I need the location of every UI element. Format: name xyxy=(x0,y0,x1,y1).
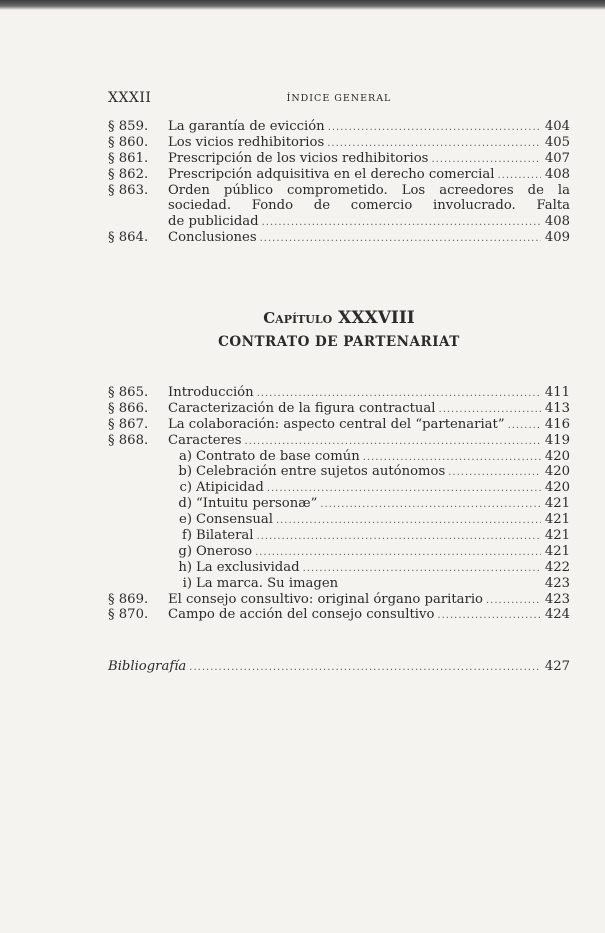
entry-title: Campo de acción del consejo consultivo xyxy=(168,607,435,623)
subentry-title: Atipicidad xyxy=(196,480,264,496)
section-number: § 866. xyxy=(108,400,149,416)
toc-subentry xyxy=(108,449,570,465)
entry-page: 416 xyxy=(544,416,570,432)
toc-entry xyxy=(108,230,570,246)
subentry-letter: f) xyxy=(181,528,192,544)
chapter-label: Capítulo xyxy=(263,309,333,327)
subentry-letter: e) xyxy=(179,512,192,528)
subentry-title: Oneroso xyxy=(196,543,253,559)
section-number: § 859. xyxy=(108,119,149,134)
entry-title: Prescripción adquisitiva en el derecho comercial xyxy=(168,166,495,182)
chapter-title: CONTRATO DE PARTENARIAT xyxy=(218,334,460,350)
entry-page: 405 xyxy=(544,134,570,150)
entry-title: Introducción xyxy=(168,385,254,400)
section-number: § 869. xyxy=(108,591,149,607)
entry-page: 422 xyxy=(544,559,570,575)
bibliography-page: 427 xyxy=(544,659,570,674)
toc-entry xyxy=(108,135,570,151)
subentry-letter: a) xyxy=(178,448,192,464)
toc-entry xyxy=(108,167,570,183)
entry-page: 404 xyxy=(544,119,570,134)
subentry-title: Celebración entre sujetos autónomos xyxy=(196,464,446,480)
section-number: § 867. xyxy=(108,416,149,432)
subentry-letter: c) xyxy=(179,480,192,496)
entry-title-line: sociedad. Fondo de comercio involucrado. Falta xyxy=(168,198,570,214)
toc-entry xyxy=(108,385,570,401)
toc-subentry xyxy=(108,464,570,480)
section-number: § 861. xyxy=(108,150,149,166)
entry-title: La colaboración: aspecto central del “partenariat” xyxy=(168,416,505,432)
subentry-letter: b) xyxy=(178,464,192,480)
entry-page: 420 xyxy=(544,448,570,464)
toc-subentry xyxy=(108,496,570,512)
section-number: § 862. xyxy=(108,166,149,182)
subentry-letter: g) xyxy=(178,543,192,559)
toc-subentry xyxy=(108,544,570,560)
toc-entry xyxy=(108,401,570,417)
toc-subentry xyxy=(108,576,570,592)
toc-subentry xyxy=(108,560,570,576)
section-number: § 865. xyxy=(108,385,149,400)
entry-page: 421 xyxy=(544,528,570,544)
toc-block-top xyxy=(108,119,570,246)
toc-subentry xyxy=(108,512,570,528)
subentry-letter: i) xyxy=(182,575,192,591)
entry-title: La garantía de evicción xyxy=(168,119,325,134)
entry-title: Prescripción de los vicios redhibitorios xyxy=(168,150,429,166)
entry-title-line: de publicidad xyxy=(168,214,259,230)
subentry-title: “Intuitu personæ” xyxy=(196,496,318,512)
entry-page: 423 xyxy=(544,591,570,607)
entry-title: El consejo consultivo: original órgano paritario xyxy=(168,591,483,607)
subentry-title: Bilateral xyxy=(196,528,254,544)
entry-page: 411 xyxy=(544,385,570,400)
toc-entry xyxy=(108,607,570,623)
entry-page: 421 xyxy=(544,512,570,528)
entry-page: 421 xyxy=(544,543,570,559)
entry-page: 413 xyxy=(544,400,570,416)
entry-title-line: Orden público comprometido. Los acreedores de la xyxy=(168,182,570,198)
subentry-title: La marca. Su imagen xyxy=(196,575,339,591)
toc-entry xyxy=(108,119,570,135)
toc-entry xyxy=(108,433,570,449)
toc-block-chapter xyxy=(108,385,570,623)
subentry-title: La exclusividad xyxy=(196,559,300,575)
bibliography-label: Bibliografía xyxy=(108,659,187,674)
page-number: XXXII xyxy=(108,90,152,106)
section-number: § 863. xyxy=(108,182,149,198)
entry-page: 419 xyxy=(544,432,570,448)
entry-title: Conclusiones xyxy=(168,230,257,246)
subentry-letter: h) xyxy=(178,559,192,575)
section-number: § 864. xyxy=(108,230,149,246)
chapter-number: XXXVIII xyxy=(338,308,415,328)
section-number: § 870. xyxy=(108,607,149,623)
entry-page: 409 xyxy=(544,230,570,246)
entry-page: 423 xyxy=(544,575,570,591)
entry-page: 420 xyxy=(544,480,570,496)
entry-page: 424 xyxy=(544,607,570,623)
subentry-letter: d) xyxy=(178,496,192,512)
toc-subentry xyxy=(108,480,570,496)
entry-title: Caracterización de la figura contractual xyxy=(168,400,436,416)
entry-page: 420 xyxy=(544,464,570,480)
entry-title: Los vicios redhibitorios xyxy=(168,134,325,150)
scan-edge xyxy=(0,0,605,10)
running-header xyxy=(108,90,570,110)
toc-entry xyxy=(108,417,570,433)
entry-page: 407 xyxy=(544,150,570,166)
entry-title: Caracteres xyxy=(168,432,242,448)
running-title: ÍNDICE GENERAL xyxy=(286,93,392,104)
toc-entry xyxy=(108,183,570,199)
toc-entry-continued xyxy=(108,198,570,214)
chapter-heading xyxy=(108,308,570,328)
entry-page: 408 xyxy=(544,166,570,182)
section-number: § 860. xyxy=(108,134,149,150)
bibliography-entry xyxy=(108,659,570,674)
entry-page: 408 xyxy=(544,214,570,230)
toc-entry xyxy=(108,151,570,167)
toc-subentry xyxy=(108,528,570,544)
subentry-title: Contrato de base común xyxy=(196,448,360,464)
section-number: § 868. xyxy=(108,432,149,448)
toc-entry xyxy=(108,592,570,608)
toc-entry-continued xyxy=(108,214,570,230)
subentry-title: Consensual xyxy=(196,512,273,528)
entry-page: 421 xyxy=(544,496,570,512)
